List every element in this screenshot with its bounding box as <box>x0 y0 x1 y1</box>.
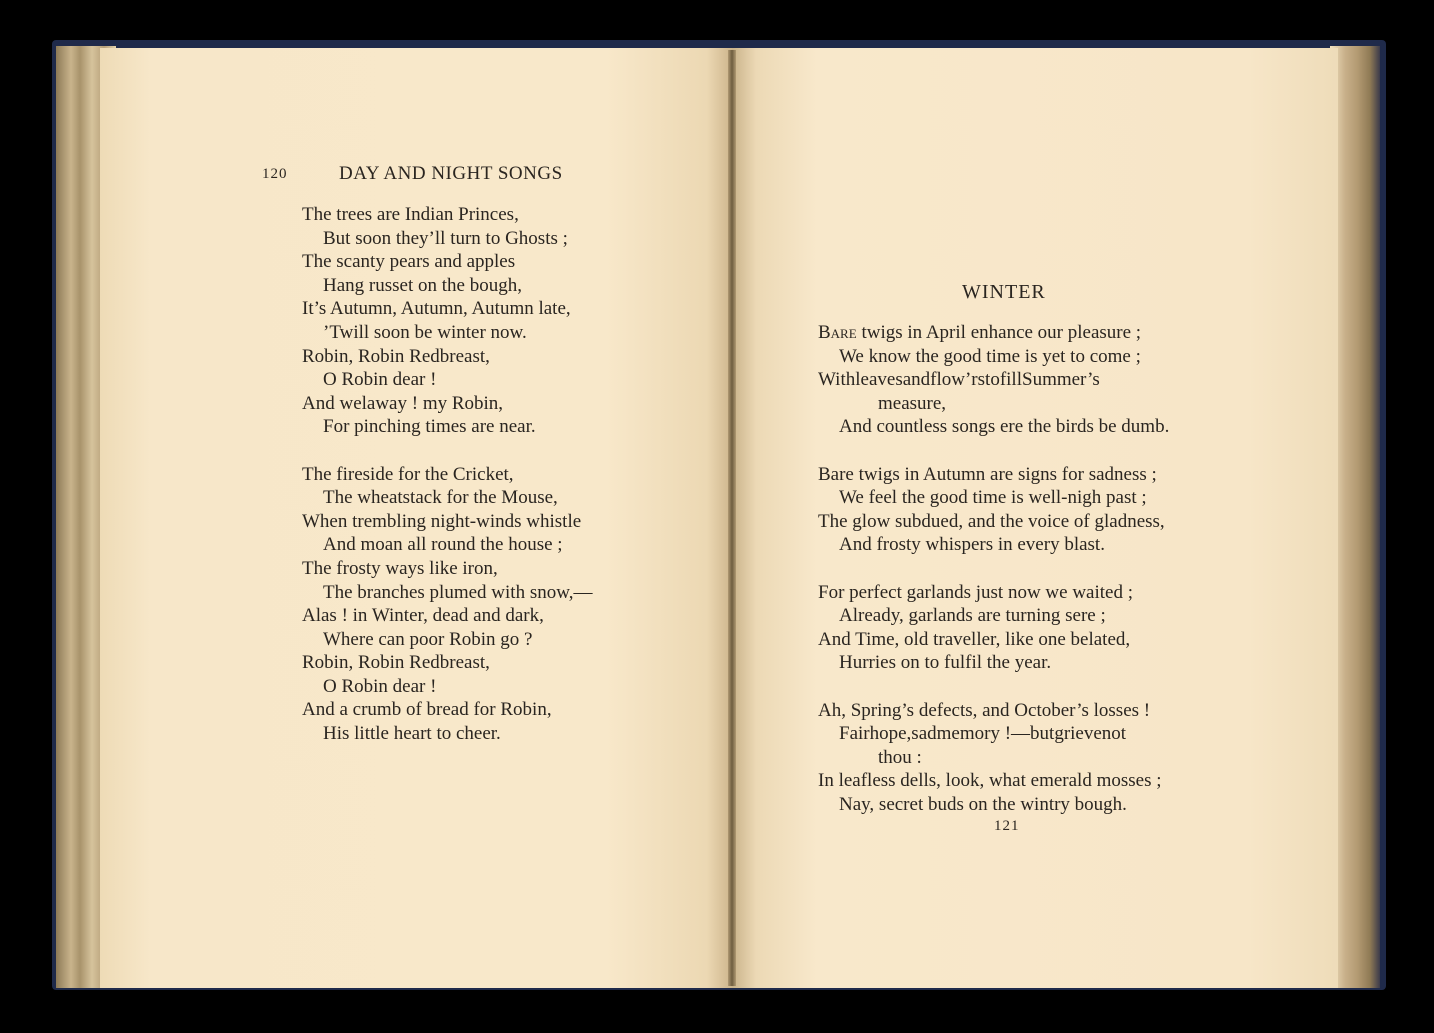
book-gutter <box>728 50 736 986</box>
verse-line: We know the good time is yet to come ; <box>839 345 1141 367</box>
left-poem-continuation <box>302 203 592 746</box>
verse-line: Nay, secret buds on the wintry bough. <box>839 793 1127 815</box>
verse-line: And welaway ! my Robin, <box>302 392 504 414</box>
right-page-number: 121 <box>994 818 1020 834</box>
verse-word: to <box>985 369 1000 391</box>
verse-line: For perfect garlands just now we waited ; <box>818 581 1133 603</box>
verse-line: But soon they’ll turn to Ghosts ; <box>323 227 568 249</box>
verse-line: For pinching times are near. <box>323 416 536 438</box>
verse-line: The fireside for the Cricket, <box>302 463 514 485</box>
verse-line: And moan all round the house ; <box>323 534 563 556</box>
verse-line: The frosty ways like iron, <box>302 557 498 579</box>
verse-word: Fair <box>839 723 870 745</box>
verse-line: Ah, Spring’s defects, and October’s losses ! <box>818 699 1151 721</box>
verse-line: We feel the good time is well-nigh past ; <box>839 487 1147 509</box>
verse-line: And a crumb of bread for Robin, <box>302 699 552 721</box>
verse-line: ’Twill soon be winter now. <box>323 321 527 343</box>
verse-line: When trembling night-winds whistle <box>302 510 582 532</box>
verse-line: In leafless dells, look, what emerald mosses ; <box>818 770 1162 792</box>
verse-word: leaves <box>855 369 903 391</box>
verse-word: not <box>1101 723 1127 745</box>
verse-word: sad <box>911 723 937 745</box>
verse-line: Robin, Robin Redbreast, <box>302 652 490 674</box>
verse-line: The branches plumed with snow,— <box>323 581 593 603</box>
verse-line: His little heart to cheer. <box>323 723 501 745</box>
verse-line: O Robin dear ! <box>323 675 437 697</box>
winter-poem <box>818 321 1194 816</box>
verse-line: And frosty whispers in every blast. <box>839 534 1105 556</box>
verse-line: The trees are Indian Princes, <box>302 204 519 225</box>
verse-line: The wheatstack for the Mouse, <box>323 487 558 509</box>
verse-line-justified <box>818 722 1194 746</box>
verse-line <box>818 321 1194 345</box>
verse-line: Already, garlands are turning sere ; <box>839 605 1106 627</box>
running-head: DAY AND NIGHT SONGS <box>339 163 563 184</box>
verse-line: Alas ! in Winter, dead and dark, <box>302 605 544 627</box>
verse-word: hope, <box>869 723 912 745</box>
poem-title: WINTER <box>962 281 1046 303</box>
verse-word: With <box>818 369 856 391</box>
verse-line-justified <box>818 368 1194 392</box>
first-word-small-caps: Bare <box>818 322 857 343</box>
verse-line: Hurries on to fulfil the year. <box>839 652 1052 674</box>
verse-line: Where can poor Robin go ? <box>323 628 533 650</box>
verse-word: grieve <box>1054 723 1102 745</box>
verse-word: memory !—but <box>936 723 1055 745</box>
verse-line: measure, <box>878 392 947 414</box>
verse-word: fill <box>999 369 1022 391</box>
verse-word: Summer’s <box>1022 369 1100 391</box>
verse-line: It’s Autumn, Autumn, Autumn late, <box>302 298 571 320</box>
verse-line: The glow subdued, and the voice of gladness, <box>818 510 1165 532</box>
verse-line: The scanty pears and apples <box>302 251 516 273</box>
verse-line: Hang russet on the bough, <box>323 274 522 296</box>
left-page-number: 120 <box>262 166 288 182</box>
verse-line-text: twigs in April enhance our pleasure ; <box>856 322 1142 343</box>
verse-line: And Time, old traveller, like one belated, <box>818 628 1131 650</box>
verse-line: Robin, Robin Redbreast, <box>302 345 490 367</box>
verse-line: O Robin dear ! <box>323 369 437 391</box>
verse-line: And countless songs ere the birds be dumb. <box>839 416 1170 438</box>
verse-word: and <box>902 369 931 391</box>
verse-line: Bare twigs in Autumn are signs for sadness ; <box>818 463 1157 485</box>
verse-word: flow’rs <box>930 369 986 391</box>
verse-line: thou : <box>878 746 922 768</box>
